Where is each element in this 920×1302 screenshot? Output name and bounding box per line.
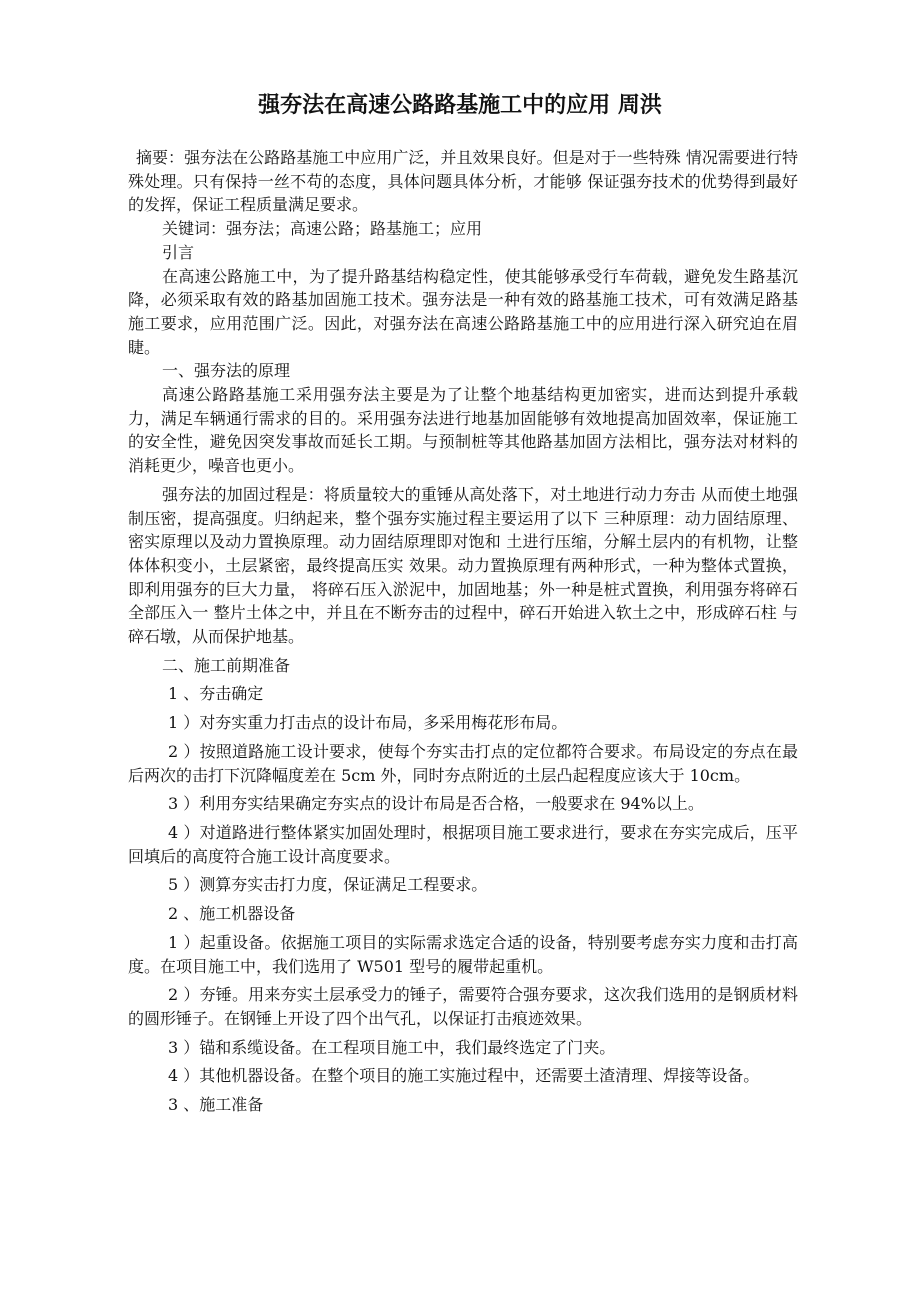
subsection-heading-1: 1 、夯击确定: [168, 684, 264, 704]
list-item: 1 ）起重设备。依据施工项目的实际需求选定合适的设备，特别要考虑夯实力度和击打高度。在项目施工中，我们选用了 W501 型号的履带起重机。: [128, 932, 798, 976]
subsection-heading-2: 2 、施工机器设备: [168, 904, 296, 924]
abstract-paragraph: 摘要：强夯法在公路路基施工中应用广泛，并且效果良好。但是对于一些特殊 情况需要进行特殊处理。只有保持一丝不苟的态度，具体问题具体分析，才能够 保证强夯技术的优势得到最好的发挥，保证工程质量满足要求。: [128, 148, 798, 215]
section-heading-1: 一、强夯法的原理: [162, 361, 291, 381]
principle-paragraph: 高速公路路基施工采用强夯法主要是为了让整个地基结构更加密实，进而达到提升承载力，满足车辆通行需求的目的。采用强夯法进行地基加固能够有效地提高加固效率，保证施工的安全性，避免因突发事故而延长工期。与预制桩等其他路基加固方法相比，强夯法对材料的消耗更少，噪音也更小。: [128, 385, 798, 476]
section-heading-2: 二、施工前期准备: [162, 655, 291, 675]
intro-paragraph: 在高速公路施工中，为了提升路基结构稳定性，使其能够承受行车荷载，避免发生路基沉降，必须采取有效的路基加固施工技术。强夯法是一种有效的路基施工技术，可有效满足路基施工要求，应用范围广泛。因此，对强夯法在高速公路路基施工中的应用进行深入研究迫在眉睫。: [128, 266, 798, 357]
document-title: 强夯法在高速公路路基施工中的应用 周洪: [258, 93, 662, 118]
list-item: 2 ）按照道路施工设计要求，使每个夯实击打点的定位都符合要求。布局设定的夯点在最后两次的击打下沉降幅度差在 5cm 外，同时夯点附近的土层凸起程度应该大于 10cm。: [128, 741, 798, 785]
list-item: 3 ）锚和系缆设备。在工程项目施工中，我们最终选定了门夹。: [168, 1037, 616, 1057]
list-item: 2 ）夯锤。用来夯实土层承受力的锤子，需要符合强夯要求，这次我们选用的是钢质材料的圆形锤子。在钢锤上开设了四个出气孔，以保证打击痕迹效果。: [128, 985, 798, 1028]
process-paragraph: 强夯法的加固过程是：将质量较大的重锤从高处落下，对土地进行动力夯击 从而使土地强制压密，提高强度。归纳起来，整个强夯实施过程主要运用了以下 三种原理：动力固结原理、密实原理以及动力置换原理。动力固结原理即对饱和 土进行压缩，分解土层内的有机物，让整体体积变小，土层紧密，最终提高压实 效果。动力置换原理有两种形式，一种为整体式置换，即利用强夯的巨大力量， 将碎石压入淤泥中，加固地基；外一种是桩式置换，利用强夯将碎石全部压入一 整片土体之中，并且在不断夯击的过程中，碎石开始进入软土之中，形成碎石柱 与碎石墩，从而保护地基。: [128, 484, 798, 647]
subsection-heading-3: 3 、施工准备: [168, 1095, 264, 1115]
list-item: 4 ）对道路进行整体紧实加固处理时，根据项目施工要求进行，要求在夯实完成后，压平回填后的高度符合施工设计高度要求。: [128, 822, 798, 866]
list-item: 3 ）利用夯实结果确定夯实点的设计布局是否合格，一般要求在 94%以上。: [168, 794, 704, 814]
list-item: 1 ）对夯实重力打击点的设计布局，多采用梅花形布局。: [168, 713, 568, 733]
list-item: 4 ）其他机器设备。在整个项目的施工实施过程中，还需要土渣清理、焊接等设备。: [168, 1066, 760, 1086]
keywords-paragraph: 关键词：强夯法；高速公路；路基施工；应用: [162, 219, 483, 239]
intro-heading: 引言: [162, 242, 195, 262]
list-item: 5 ）测算夯实击打力度，保证满足工程要求。: [168, 875, 488, 895]
document-body: [128, 146, 798, 1117]
